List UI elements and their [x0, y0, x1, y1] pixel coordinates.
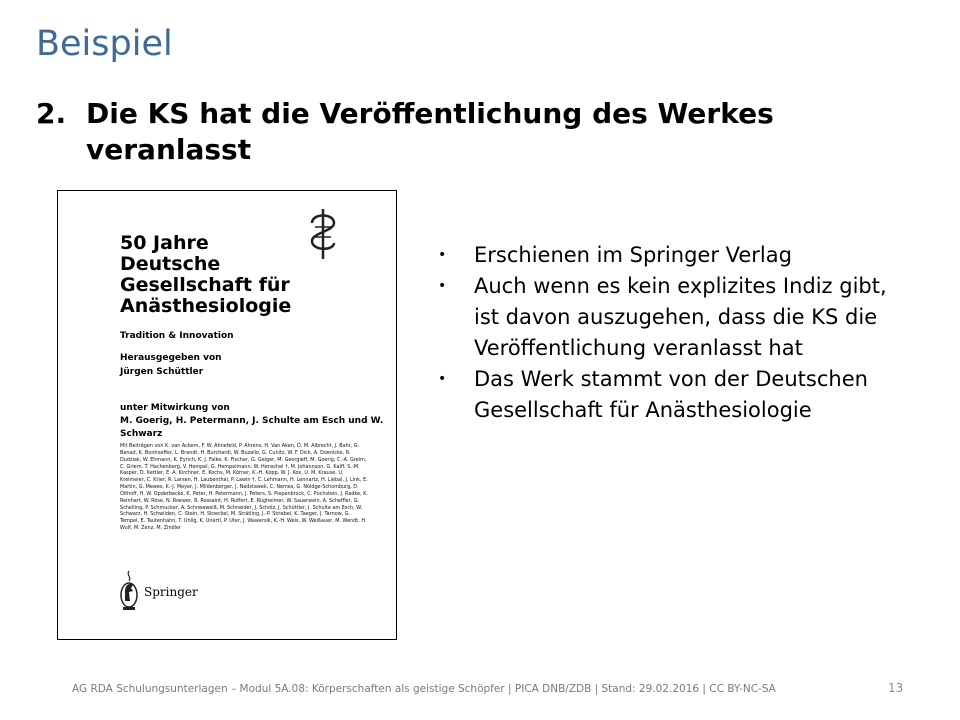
springer-chess-knight-icon — [118, 569, 140, 613]
bullet-item — [438, 271, 918, 364]
section-heading — [36, 96, 916, 168]
slide-title: Beispiel — [36, 24, 173, 64]
bullet-list — [438, 240, 918, 426]
bullet-text: Das Werk stammt von der Deutschen Gesellschaft für Anästhesiologie — [474, 367, 868, 422]
bullet-symbol: • — [438, 371, 447, 387]
cover-title: 50 Jahre Deutsche Gesellschaft für Anästhesiologie — [120, 232, 292, 317]
bullet-text: Auch wenn es kein explizites Indiz gibt, ist davon auszugehen, dass die KS die Veröffentlichung veranlasst hat — [474, 274, 887, 360]
cover-subtitle: Tradition & Innovation — [120, 331, 234, 341]
heading-number: 2. — [36, 97, 67, 130]
bullet-text: Erschienen im Springer Verlag — [474, 243, 792, 267]
bullet-item — [438, 240, 918, 271]
heading-text: Die KS hat die Veröffentlichung des Werkes veranlasst — [86, 97, 774, 166]
footer-text: AG RDA Schulungsunterlagen – Modul 5A.08: Körperschaften als geistige Schöpfer | PICA DNB/ZDB | Stand: 29.02.2016 | CC BY-NC-SA — [72, 683, 776, 695]
bullet-item — [438, 364, 918, 426]
page-number: 13 — [888, 681, 904, 695]
bullet-symbol: • — [438, 247, 447, 263]
book-cover-image — [57, 190, 397, 640]
cover-contributors: Mit Beiträgen von K. van Ackern, F. W. Ahnefeld, P. Ahrens, H. Van Aken, D. M. Albrecht, J. Bahr, G. Benad, K. Bonhoeffer, L. Brandt, H. Burchardi, W. Buzello, G. Cunitz, W. F. Dick, A. Doenicke, R. Dudziak, W. Ehmann, K. Eyrich, K. J. Falke, K. Fischer, G. Geiger, M. Georgieff, M. Goerig, C.-A. Greim, C. Griem, T. Hachenberg, V. Hempel, G. Hempelmann, W. Henschel †, M. Johannson, G. Kalff, S.-M. Kasper, D. Kettler, E. A. Kirchner, E. Kochs, M. Körner, K.-H. Kopp, W. J. Kox, U. M. Krause, U. Kreimeier, C. Krier, R. Larsen, H. Laubenthal, P. Lawin †, C. Lehmann, H. Lennartz, H. Liebal, J. Link, E. Martin, G. Mewes, K.-J. Meyer, J. Mildenberger, J. Nadstawek, C. Nemes, G. Nöldge-Schomburg, D. Olthoff, H. W. Opderbecke, K. Peter, H. Petermann, J. Peters, S. Piepenbrock, C. Puchstein, J. Radke, K. Reinhart, W. Röse, N. Roewer, R. Rossaint, H. Ruffert, E. Rügheimer, W. Sauerwein, A. Scheffler, G. Schelling, P. Schmucker, A. Schneeweiß, M. Schneider, J. Scholz, J. Schüttler, J. Schulte am Esch, W. Schwarz, H. Schwilden, C. Stein, H. Stoeckel, M. Strätling, J.-P. Striebel, K. Taeger, J. Tarnow, G. Tempel, E. Tautenhahn, T. Uhlig, K. Unertl, P. Uter, J. Wawersik, K.-H. Weis, W. Weißauer, M. Wendt, H. Wulf, M. Zenz, M. Zindler — [120, 443, 368, 532]
cover-editors: Herausgegeben von Jürgen Schüttler — [120, 353, 222, 377]
cover-publisher: Springer — [144, 585, 198, 599]
cover-collaborators: unter Mitwirkung von M. Goerig, H. Petermann, J. Schulte am Esch und W. Schwarz — [120, 403, 384, 439]
bullet-symbol: • — [438, 278, 447, 294]
